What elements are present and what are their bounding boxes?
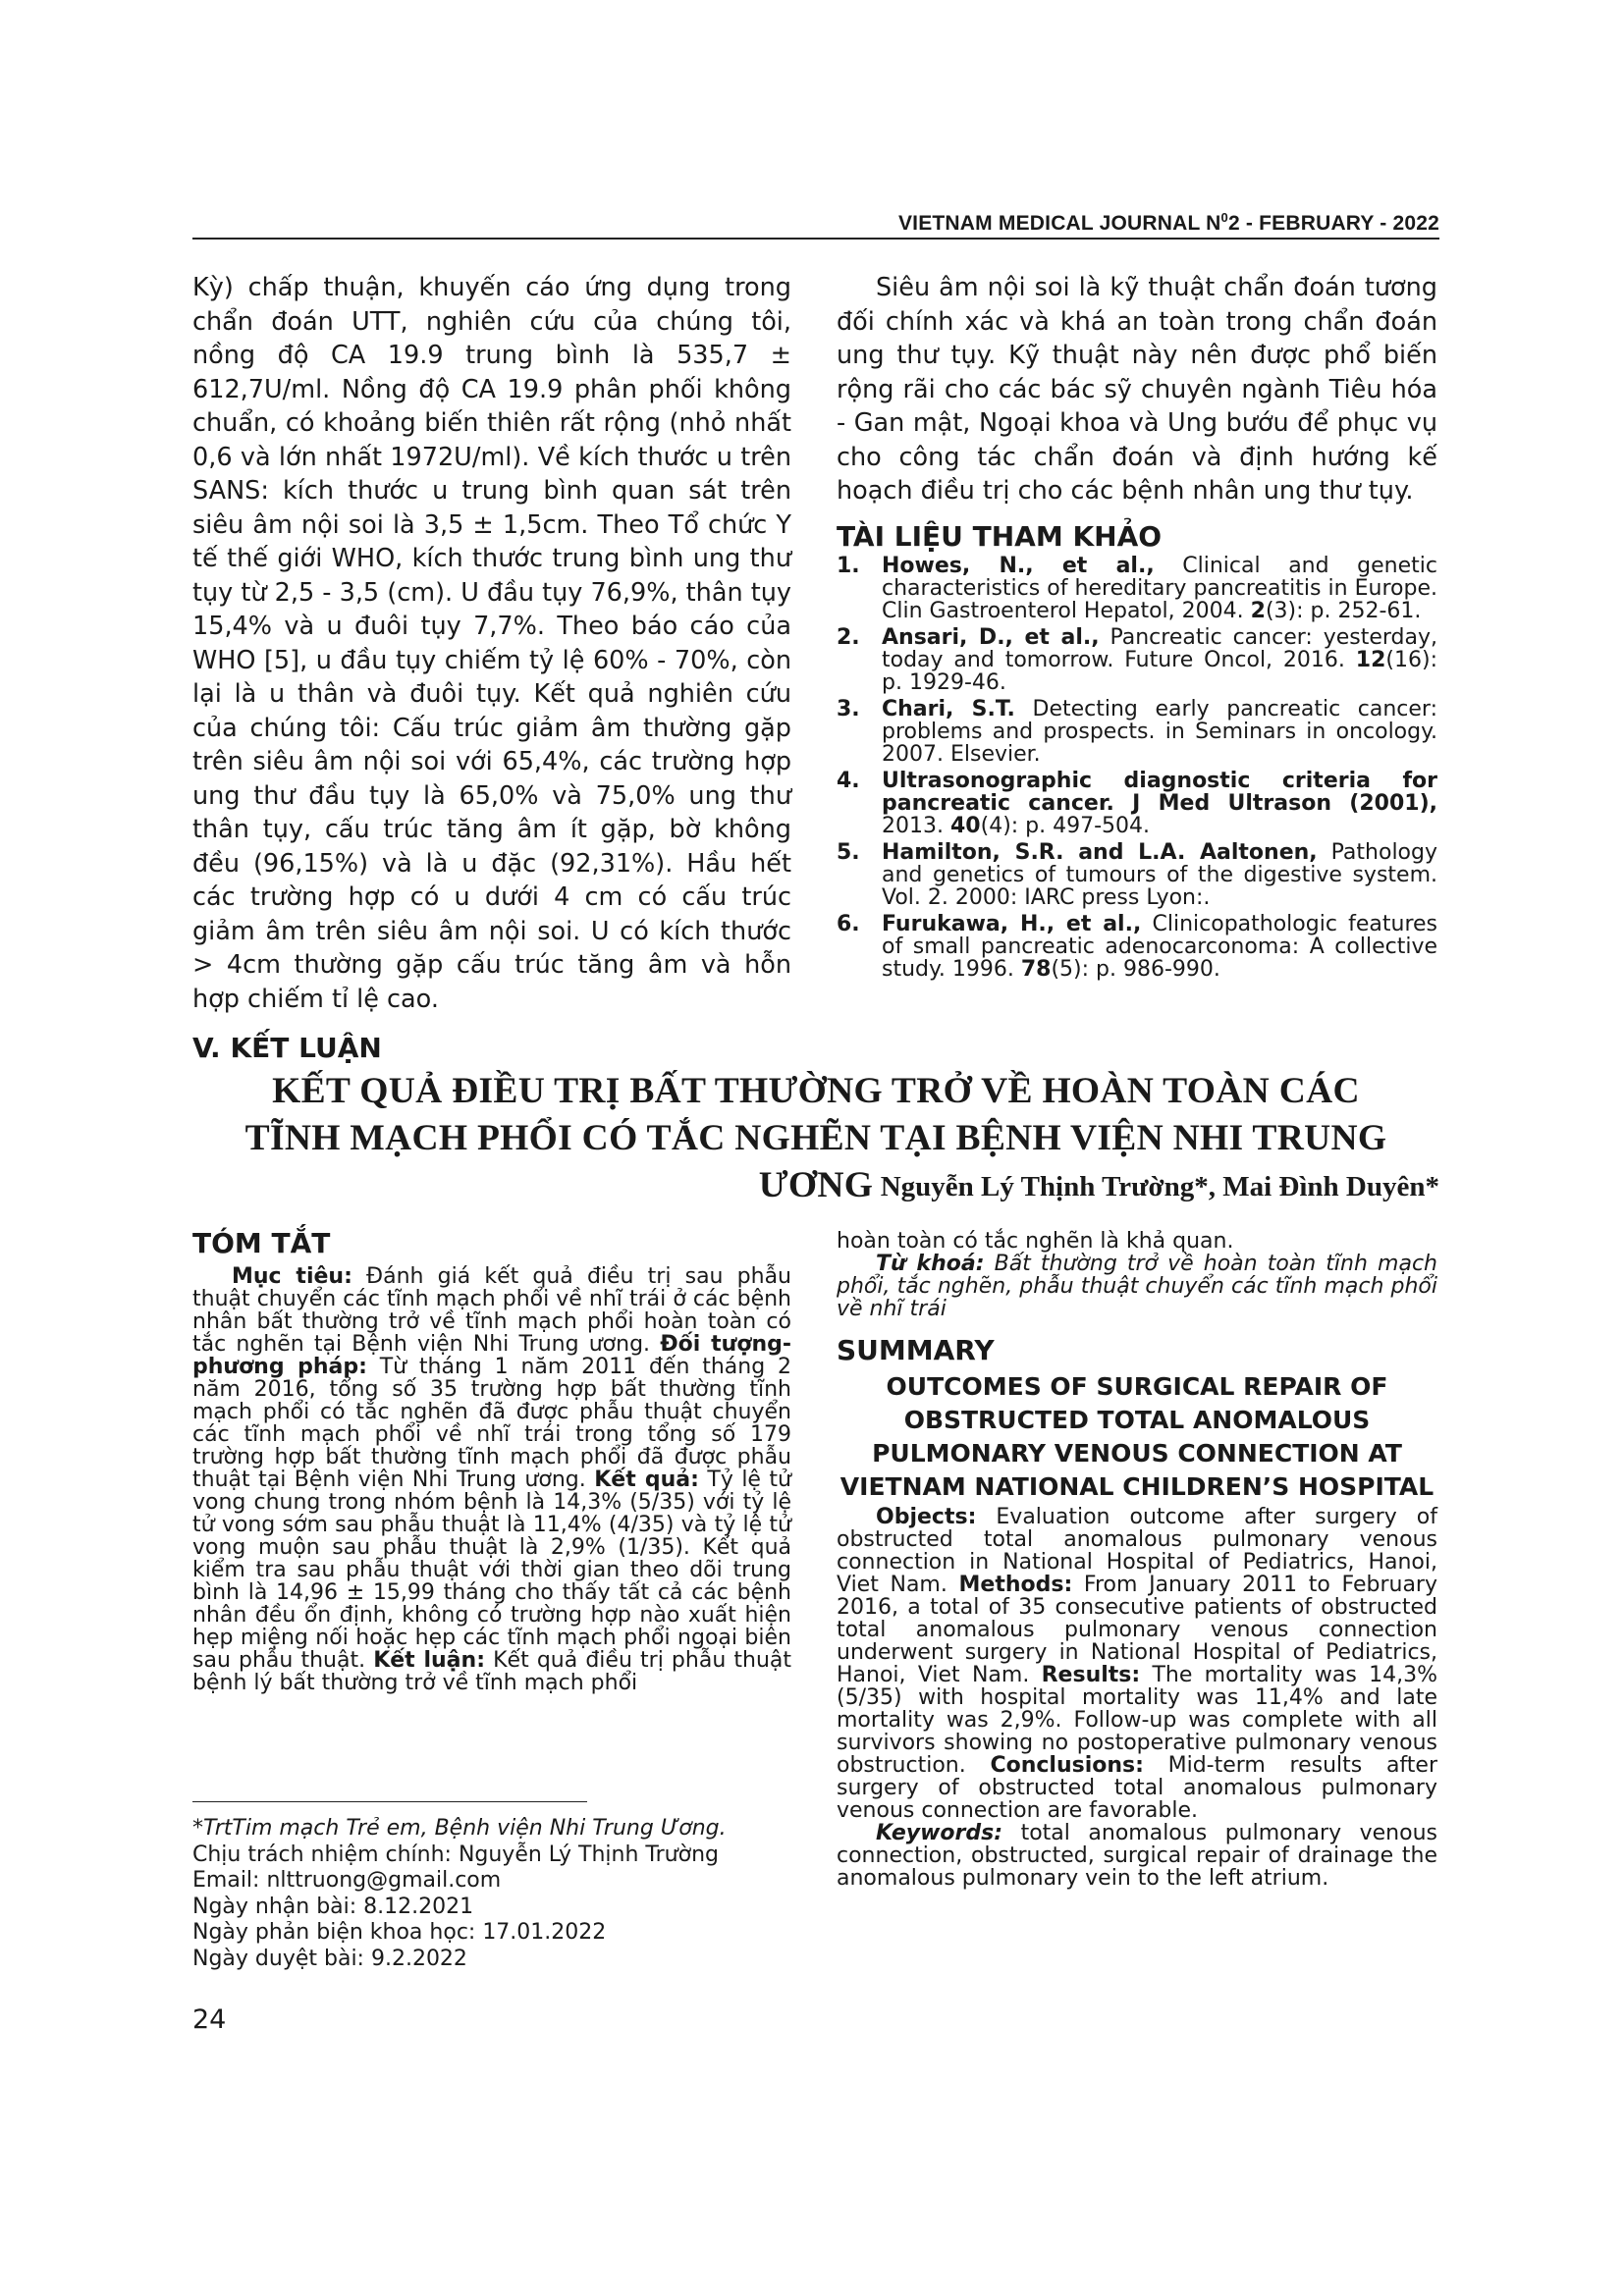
- abstract-vi-continuation: hoàn toàn có tắc nghẽn là khả quan.: [837, 1229, 1234, 1254]
- journal-name: VIETNAM MEDICAL JOURNAL N: [897, 212, 1221, 235]
- page-number: 24: [192, 2004, 227, 2035]
- abstract-vi: [192, 1227, 791, 1694]
- abstract-vi-heading: TÓM TẮT: [192, 1227, 331, 1259]
- reference-item: 3. Chari, S.T. Detecting early pancreatic cancer: problems and prospects. in Seminars in oncology. 2007. Elsevier.: [837, 696, 1437, 767]
- summary-title-line: OUTCOMES OF SURGICAL REPAIR OF: [886, 1372, 1388, 1401]
- footnote-rule: [192, 1801, 587, 1802]
- footnote-email: Email: nlttruong@gmail.com: [192, 1868, 502, 1893]
- footnote-affiliation: *TrtTim mạch Trẻ em, Bệnh viện Nhi Trung Ương.: [192, 1816, 727, 1841]
- abstract-right-column: [837, 1230, 1437, 1890]
- footnote-reviewed: Ngày phản biện khoa học: 17.01.2022: [192, 1920, 607, 1945]
- reference-list: [837, 555, 1437, 981]
- keywords-vi: Từ khoá: Bất thường trở về hoàn toàn tĩnh mạch phổi, tắc nghẽn, phẫu thuật chuyển các tĩnh mạch phổi về nhĩ trái: [837, 1252, 1437, 1321]
- reference-item: 6. Furukawa, H., et al., Clinicopathologic features of small pancreatic adenocarconoma: A collective study. 1996. 78(5): p. 986-990.: [837, 911, 1437, 982]
- keywords-en: Keywords: total anomalous pulmonary venous connection, obstructed, surgical repair of drainage the anomalous pulmonary vein to the left atrium.: [837, 1821, 1437, 1891]
- footnote-accepted: Ngày duyệt bài: 9.2.2022: [192, 1946, 467, 1971]
- conclusion-paragraph: Siêu âm nội soi là kỹ thuật chẩn đoán tương đối chính xác và khá an toàn trong chẩn đoán ung thư tụy. Kỹ thuật này nên được phổ biến rộng rãi cho các bác sỹ chuyên ngành Tiêu hóa - Gan mật, Ngoại khoa và Ung bướu để phục vụ cho công tác chẩn đoán và định hướng kế hoạch điều trị cho các bệnh nhân ung thư tụy.: [837, 273, 1437, 506]
- reference-item: 1. Howes, N., et al., Clinical and genetic characteristics of hereditary pancreatitis in Europe. Clin Gastroenterol Hepatol, 2004. 2(3): p. 252-61.: [837, 553, 1437, 623]
- conclusion-heading: V. KẾT LUẬN: [192, 1032, 382, 1064]
- summary-title-line: PULMONARY VENOUS CONNECTION AT: [872, 1439, 1402, 1468]
- article-title-line: TĨNH MẠCH PHỔI CÓ TẮC NGHẼN TẠI BỆNH VIỆN NHI TRUNG ƯƠNG: [244, 1118, 1387, 1205]
- prev-article-right-column: [837, 271, 1437, 985]
- prev-article-left-column: [192, 271, 791, 1064]
- article-title-line: KẾT QUẢ ĐIỀU TRỊ BẤT THƯỜNG TRỞ VỀ HOÀN TOÀN CÁC: [272, 1071, 1360, 1111]
- summary-title: [837, 1370, 1437, 1504]
- summary-heading: SUMMARY: [837, 1334, 995, 1366]
- header-rule: [192, 238, 1439, 240]
- issue-date: 2 - FEBRUARY - 2022: [1227, 212, 1439, 235]
- footnote: [192, 1816, 880, 1972]
- journal-header: [192, 210, 1439, 236]
- abstract-vi-body: Mục tiêu: Đánh giá kết quả điều trị sau phẫu thuật chuyển các tĩnh mạch phổi về nhĩ trái ở các bệnh nhân bất thường trở về tĩnh mạch phổi hoàn toàn có tắc nghẽn tại Bệnh viện Nhi Trung ương. Đối tượng-phương pháp: Từ tháng 1 năm 2011 đến tháng 2 năm 2016, tổng số 35 trường hợp bất thường tĩnh mạch phổi có tắc nghẽn đã được phẫu thuật chuyển các tĩnh mạch phổi về nhĩ trái trong tổng số 179 trường hợp bất thường tĩnh mạch phổi đã được phẫu thuật tại Bệnh viện Nhi Trung ương. Kết quả: Tỷ lệ tử vong chung trong nhóm bệnh là 14,3% (5/35) với tỷ lệ tử vong sớm sau phẫu thuật là 11,4% (4/35) và tỷ lệ tử vong muộn sau phẫu thuật là 2,9% (1/35). Kết quả kiểm tra sau phẫu thuật với thời gian theo dõi trung bình là 14,96 ± 15,99 tháng cho thấy tất cả các bệnh nhân đều ổn định, không có trường hợp nào xuất hiện hẹp miệng nối hoặc hẹp các tĩnh mạch phổi ngoại biên sau phẫu thuật. Kết luận: Kết quả điều trị phẫu thuật bệnh lý bất thường trở về tĩnh mạch phổi: [192, 1264, 792, 1695]
- footnote-responsible: Chịu trách nhiệm chính: Nguyễn Lý Thịnh Trường: [192, 1842, 719, 1867]
- reference-item: 4. Ultrasonographic diagnostic criteria for pancreatic cancer. J Med Ultrason (2001), 2013. 40(4): p. 497-504.: [837, 768, 1437, 838]
- summary-title-line: VIETNAM NATIONAL CHILDREN’S HOSPITAL: [839, 1472, 1435, 1501]
- discussion-paragraph: Kỳ) chấp thuận, khuyến cáo ứng dụng trong chẩn đoán UTT, nghiên cứu của chúng tôi, nồng độ CA 19.9 trung bình là 535,7 ± 612,7U/ml. Nồng độ CA 19.9 phân phối không chuẩn, có khoảng biến thiên rất rộng (nhỏ nhất 0,6 và lớn nhất 1972U/ml). Về kích thước u trên SANS: kích thước u trung bình quan sát trên siêu âm nội soi là 3,5 ± 1,5cm. Theo Tổ chức Y tế thế giới WHO, kích thước trung bình ung thư tụy từ 2,5 - 3,5 (cm). U đầu tụy 76,9%, thân tụy 15,4% và u đuôi tụy 7,7%. Theo báo cáo của WHO [5], u đầu tụy chiếm tỷ lệ 60% - 70%, còn lại là u thân và đuôi tụy. Kết quả nghiên cứu của chúng tôi: Cấu trúc giảm âm thường gặp trên siêu âm nội soi với 65,4%, các trường hợp ung thư đầu tụy là 65,0% và 75,0% ung thư thân tụy, cấu trúc tăng âm ít gặp, bờ không đều (96,15%) và là u đặc (92,31%). Hầu hết các trường hợp có u dưới 4 cm có cấu trúc giảm âm trên siêu âm nội soi. U có kích thước > 4cm thường gặp cấu trúc tăng âm và hỗn hợp chiếm tỉ lệ cao.: [192, 273, 791, 1014]
- summary-body: Objects: Evaluation outcome after surgery of obstructed total anomalous pulmonary venous connection in National Hospital of Pediatrics, Hanoi, Viet Nam. Methods: From January 2011 to February 2016, a total of 35 consecutive patients of obstructed total anomalous pulmonary venous connection underwent surgery in National Hospital of Pediatrics, Hanoi, Viet Nam. Results: The mortality was 14,3% (5/35) with hospital mortality was 11,4% and late mortality was 2,9%. Follow-up was complete with all survivors showing no postoperative pulmonary venous obstruction. Conclusions: Mid-term results after surgery of obstructed total anomalous pulmonary venous connection are favorable.: [837, 1505, 1437, 1823]
- reference-item: 5. Hamilton, S.R. and L.A. Aaltonen, Pathology and genetics of tumours of the digestive system. Vol. 2. 2000: IARC press Lyon:.: [837, 839, 1438, 910]
- issue-superscript: 0: [1220, 210, 1228, 225]
- references-heading: TÀI LIỆU THAM KHẢO: [837, 519, 1163, 553]
- summary-title-line: OBSTRUCTED TOTAL ANOMALOUS: [903, 1406, 1371, 1434]
- reference-item: 2. Ansari, D., et al., Pancreatic cancer: yesterday, today and tomorrow. Future Oncol, 2016. 12(16): p. 1929-46.: [837, 624, 1437, 695]
- footnote-received: Ngày nhận bài: 8.12.2021: [192, 1894, 474, 1919]
- article-authors: Nguyễn Lý Thịnh Trường*, Mai Đình Duyên*: [880, 1171, 1439, 1202]
